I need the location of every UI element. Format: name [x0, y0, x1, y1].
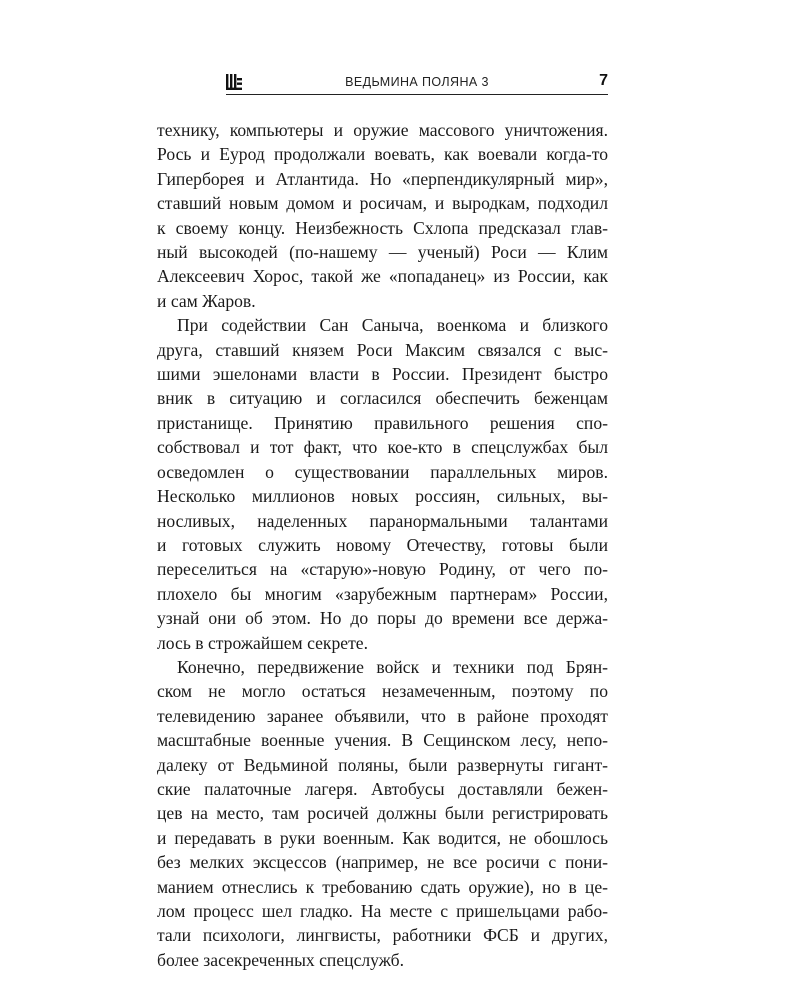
text-line: Рось и Еурод продолжали воевать, как воевали когда-то	[157, 144, 608, 165]
text-line: шими эшелонами власти в России. Президент быстро	[157, 364, 608, 385]
text-line: тали психологи, лингвисты, работники ФСБ и других,	[157, 925, 608, 946]
text-line: и сам Жаров.	[157, 290, 256, 311]
paragraph-3	[157, 655, 608, 972]
text-line: технику, компьютеры и оружие массового уничтожения.	[157, 120, 608, 140]
body-text	[157, 118, 608, 972]
text-line: Конечно, передвижение войск и техники под Брян-	[177, 656, 608, 677]
text-line: лось в строжайшем секрете.	[157, 632, 368, 653]
text-line: пристанище. Принятию правильного решения спо-	[157, 412, 608, 433]
text-line: и передавать в руки военным. Как водится, не обошлось	[157, 827, 608, 848]
text-line: ском не могло остаться незамеченным, поэтому по	[157, 681, 608, 702]
text-line: масштабные военные учения. В Сещинском лесу, непо-	[157, 730, 608, 751]
text-line: друга, ставший князем Роси Максим связался с выс-	[157, 339, 608, 360]
text-line: осведомлен о существовании параллельных миров.	[157, 461, 608, 482]
text-line: телевидению заранее объявили, что в районе проходят	[157, 705, 608, 726]
text-line: носливых, наделенных паранормальными талантами	[157, 510, 608, 531]
text-line: к своему концу. Неизбежность Схлопа предсказал глав-	[157, 217, 608, 238]
text-line: плохело бы многим «зарубежным партнерам» России,	[157, 583, 608, 604]
text-line: узнай они об этом. Но до поры до времени все держа-	[157, 608, 608, 629]
text-line: переселиться на «старую»-новую Родину, от чего по-	[157, 559, 608, 580]
text-line: Гиперборея и Атлантида. Но «перпендикулярный мир»,	[157, 168, 608, 189]
text-line: и готовых служить новому Отечеству, готовы были	[157, 534, 608, 555]
text-line: При содействии Сан Саныча, военкома и близкого	[177, 315, 608, 336]
text-line: Алексеевич Хорос, такой же «попаданец» из России, как	[157, 266, 608, 287]
text-line: ские палаточные лагеря. Автобусы доставляли бежен-	[157, 778, 608, 799]
book-title: ВЕДЬМИНА ПОЛЯНА 3	[345, 75, 489, 89]
paragraph-2	[157, 313, 608, 655]
paragraph-1	[157, 118, 608, 313]
text-line: лом процесс шел гладко. На месте с пришельцами рабо-	[157, 901, 608, 921]
text-line: ный высокодей (по-нашему — ученый) Роси — Клим	[157, 242, 608, 263]
text-line: далеку от Ведьминой поляны, были развернуты гигант-	[157, 754, 608, 775]
text-line: более засекреченных спецслужб.	[157, 949, 404, 970]
text-line: без мелких эксцессов (например, не все росичи с пони-	[157, 852, 608, 873]
text-line: вник в ситуацию и согласился обеспечить беженцам	[157, 388, 608, 409]
page-number: 7	[599, 72, 608, 89]
text-line: ставший новым домом и росичам, и выродкам, подходил	[157, 193, 608, 214]
text-line: собствовал и тот факт, что кое-кто в спецслужбах был	[157, 437, 608, 458]
text-line: цев на место, там росичей должны были регистрировать	[157, 803, 608, 824]
text-line: Несколько миллионов новых россиян, сильных, вы-	[157, 486, 608, 507]
text-line: манием отнеслись к требованию сдать оружие), но в це-	[157, 876, 608, 897]
running-head	[226, 72, 608, 95]
